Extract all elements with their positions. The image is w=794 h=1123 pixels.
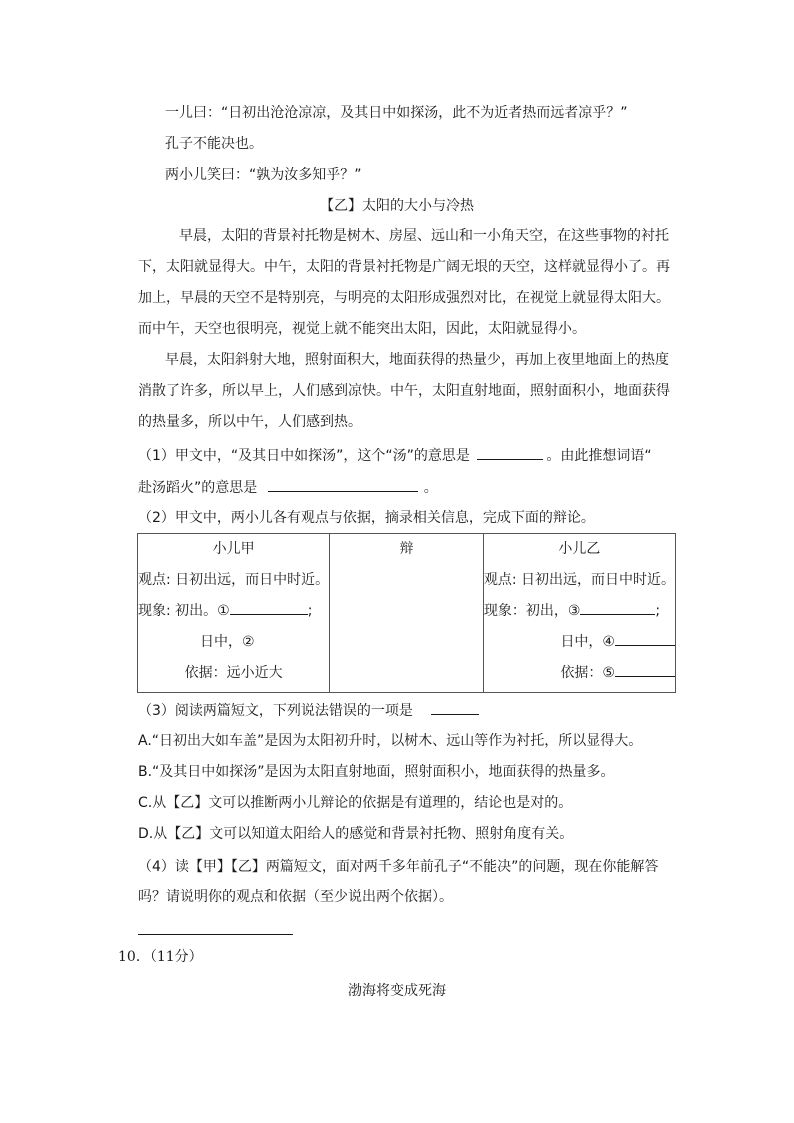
option-d: D.从【乙】文可以知道太阳给人的感觉和背景衬托物、照射角度有关。 bbox=[138, 826, 574, 842]
right-blank-5[interactable] bbox=[615, 662, 675, 677]
jia-line-3: 两小儿笑曰：“孰为汝多知乎？” bbox=[165, 167, 362, 183]
middle-header: 辩 bbox=[399, 541, 414, 557]
right-midday-label: 日中，④ bbox=[560, 634, 615, 650]
yi-p2-line: 消散了许多，所以早上，人们感到凉快。中午，太阳直射地面，照射面积小，地面获得 bbox=[138, 383, 670, 399]
jia-line-1: 一儿曰：“日初出沧沧凉凉，及其日中如探汤，此不为近者热而远者凉乎？” bbox=[165, 105, 628, 121]
left-phenomenon-label: 现象: 初出。① bbox=[138, 603, 230, 619]
debate-right-column bbox=[483, 534, 675, 693]
left-blank-1[interactable] bbox=[230, 600, 308, 615]
left-header: 小儿甲 bbox=[212, 541, 255, 557]
right-blank-4[interactable] bbox=[615, 631, 675, 646]
yi-p1-line: 加上，早晨的天空不是特别亮，与明亮的太阳形成强烈对比，在视觉上就显得太阳大。 bbox=[138, 290, 670, 306]
q1-answer-blank-1[interactable] bbox=[477, 445, 543, 460]
right-midday bbox=[484, 627, 675, 658]
left-basis: 依据：远小近大 bbox=[184, 665, 283, 681]
right-blank-3[interactable] bbox=[580, 600, 655, 615]
right-semicolon: ; bbox=[655, 603, 661, 619]
left-midday: 日中，② bbox=[200, 634, 255, 650]
right-viewpoint: 观点: 日初出远，而日中时近。 bbox=[483, 572, 675, 588]
question-1-line-1 bbox=[138, 445, 652, 466]
question-1-line-2 bbox=[138, 477, 438, 498]
yi-p1-line: 而中午，天空也很明亮，视觉上就不能突出太阳，因此，太阳就显得小。 bbox=[138, 321, 586, 337]
question-2: （2）甲文中，两小儿各有观点与依据，摘录相关信息，完成下面的辩论。 bbox=[138, 510, 595, 526]
yi-p1-line: 下，太阳就显得大。中午，太阳的背景衬托物是广阔无垠的天空，这样就显得小了。再 bbox=[138, 259, 670, 275]
yi-p2-line: 早晨，太阳斜射大地，照射面积大，地面获得的热量少，再加上夜里地面上的热度 bbox=[165, 352, 669, 368]
yi-paragraph-2 bbox=[138, 345, 678, 438]
yi-p2-line: 的热量多，所以中午，人们感到热。 bbox=[138, 414, 362, 430]
question-4-line-1: （4）读【甲】【乙】两篇短文，面对两千多年前孔子“不能决”的问题，现在你能解答 bbox=[138, 859, 659, 875]
question-3 bbox=[138, 700, 479, 721]
right-header: 小儿乙 bbox=[558, 541, 601, 557]
q1-text-c: 赴汤蹈火”的意思是 bbox=[138, 480, 258, 496]
answer-line[interactable] bbox=[138, 934, 293, 935]
q1-text-a: （1）甲文中，“及其日中如探汤”，这个“汤”的意思是 bbox=[138, 448, 470, 464]
debate-table bbox=[137, 533, 676, 693]
q1-answer-blank-2[interactable] bbox=[268, 477, 418, 492]
question-10-title: 渤海将变成死海 bbox=[348, 983, 446, 999]
question-4-line-2: 吗？请说明你的观点和依据（至少说出两个依据）。 bbox=[138, 889, 453, 905]
left-semicolon: ; bbox=[307, 603, 313, 619]
left-phenomenon bbox=[138, 596, 329, 627]
right-basis bbox=[484, 658, 675, 689]
debate-middle-column[interactable] bbox=[330, 534, 484, 693]
right-basis-label: 依据：⑤ bbox=[560, 665, 615, 681]
option-b: B.“及其日中如探汤”是因为太阳直射地面，照射面积小，地面获得的热量多。 bbox=[138, 764, 615, 780]
question-10-number: 10．（11分） bbox=[118, 949, 203, 965]
yi-p1-line: 早晨，太阳的背景衬托物是树木、房屋、远山和一小角天空，在这些事物的衬托 bbox=[179, 228, 669, 244]
left-viewpoint: 观点: 日初出远，而日中时近。 bbox=[138, 572, 330, 588]
debate-left-column bbox=[138, 534, 330, 693]
option-c: C.从【乙】文可以推断两小儿辩论的依据是有道理的，结论也是对的。 bbox=[138, 795, 573, 811]
right-phenomenon bbox=[484, 596, 675, 627]
jia-line-2: 孔子不能决也。 bbox=[165, 136, 263, 152]
right-phenomenon-label: 现象：初出，③ bbox=[483, 603, 581, 619]
option-a: A.“日初出大如车盖”是因为太阳初升时，以树木、远山等作为衬托，所以显得大。 bbox=[138, 733, 643, 749]
yi-paragraph-1 bbox=[138, 221, 678, 345]
yi-title: 【乙】太阳的大小与冷热 bbox=[320, 198, 474, 214]
q3-answer-blank[interactable] bbox=[431, 700, 479, 715]
q3-text: （3）阅读两篇短文，下列说法错误的一项是 bbox=[138, 703, 413, 719]
q1-text-b: 。由此推想词语“ bbox=[546, 448, 652, 464]
q1-text-d: 。 bbox=[423, 480, 438, 496]
